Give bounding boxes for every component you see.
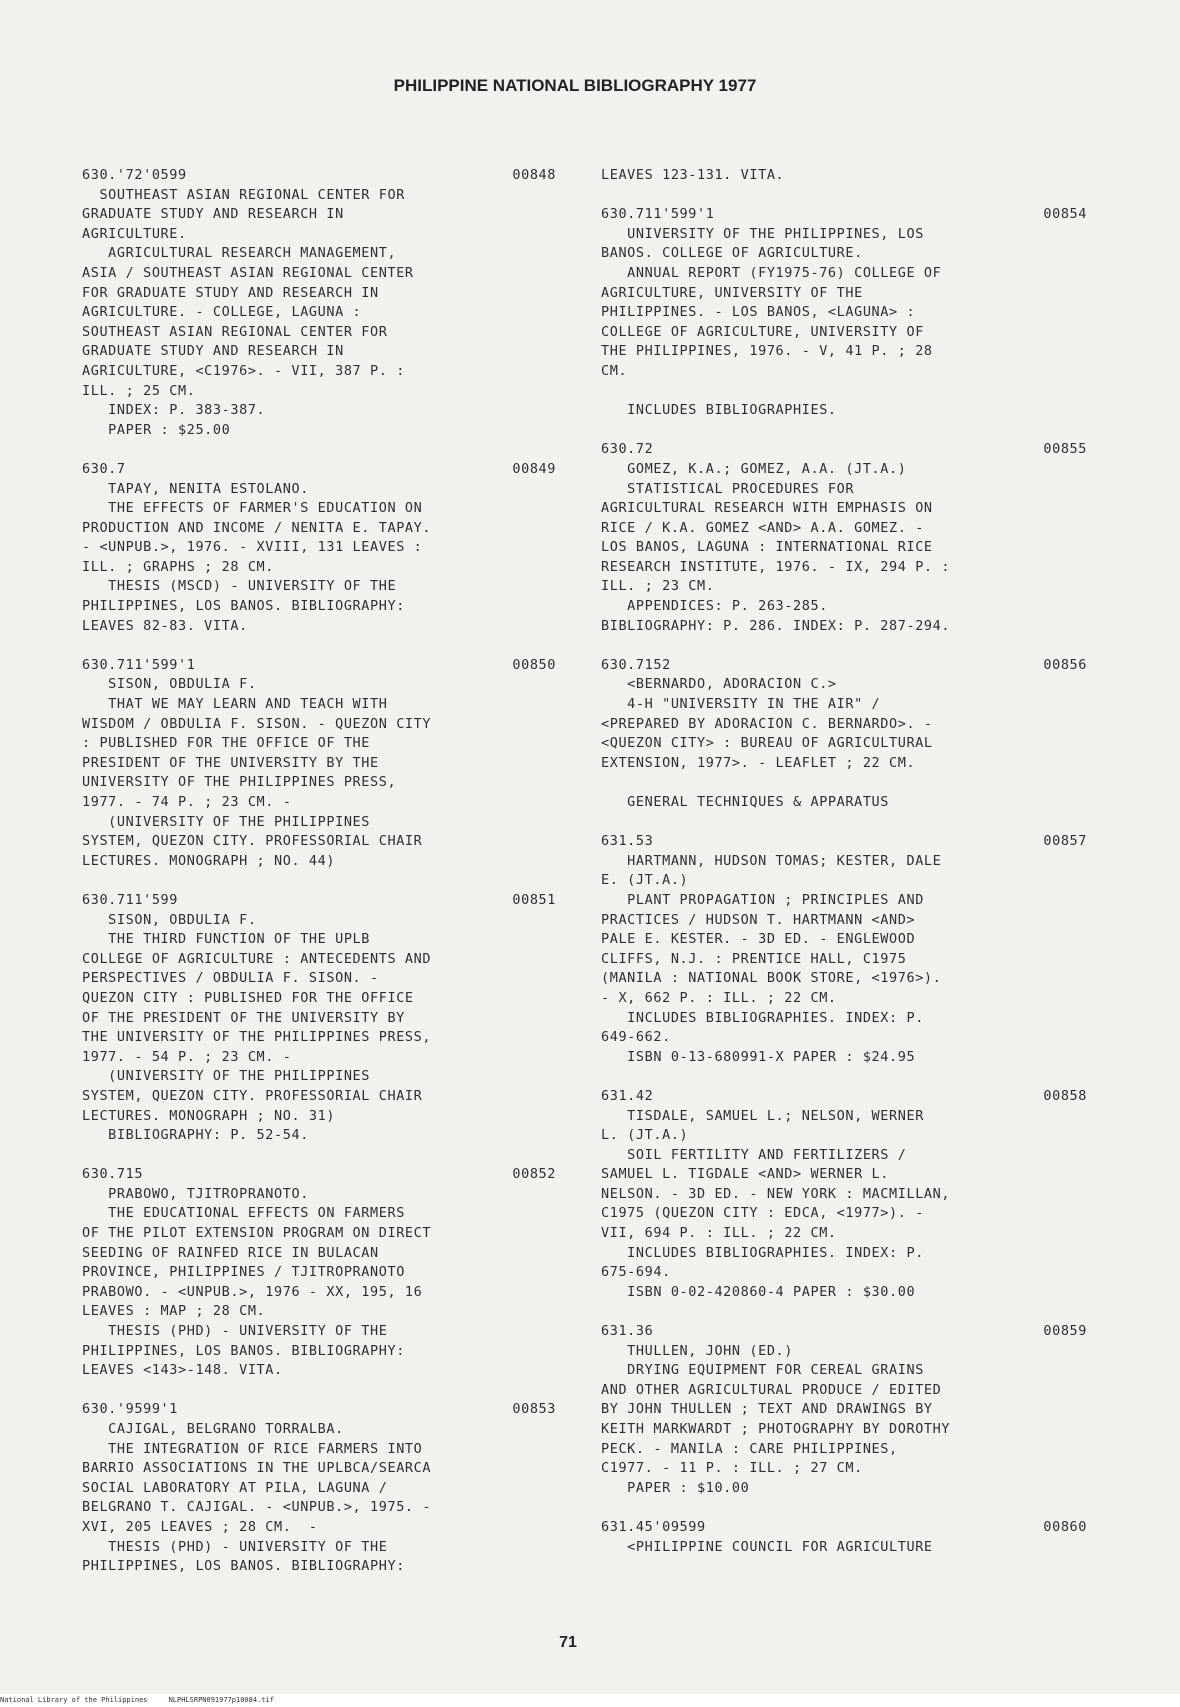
catalog-entry (601, 1518, 1087, 1557)
entry-line: BARRIO ASSOCIATIONS IN THE UPLBCA/SEARCA (82, 1460, 432, 1477)
entry-header (601, 440, 1087, 460)
entry-line: THE PHILIPPINES, 1976. - V, 41 P. ; 28 (601, 343, 933, 360)
entry-number: 00855 (1043, 441, 1087, 458)
entry-line: ILL. ; 23 CM. (601, 578, 715, 595)
entry-line: SISON, OBDULIA F. (82, 676, 257, 693)
entry-line: TISDALE, SAMUEL L.; NELSON, WERNER (601, 1107, 924, 1124)
entry-line: VII, 694 P. : ILL. ; 22 CM. (601, 1225, 837, 1242)
entry-line: SEEDING OF RAINFED RICE IN BULACAN (82, 1244, 379, 1261)
entry-number: 00860 (1043, 1518, 1087, 1535)
catalog-entry (601, 656, 1087, 774)
entry-line: ASIA / SOUTHEAST ASIAN REGIONAL CENTER (82, 264, 414, 281)
class-number: 631.42 (601, 1087, 654, 1104)
entry-line: PECK. - MANILA : CARE PHILIPPINES, (601, 1440, 898, 1457)
page-number: 71 (559, 1634, 577, 1651)
entry-line: SYSTEM, QUEZON CITY. PROFESSORIAL CHAIR (82, 1087, 423, 1104)
catalog-entry (82, 166, 556, 440)
entry-line: LOS BANOS, LAGUNA : INTERNATIONAL RICE (601, 539, 933, 556)
entry-line: SOUTHEAST ASIAN REGIONAL CENTER FOR (82, 186, 405, 203)
entry-line: OF THE PILOT EXTENSION PROGRAM ON DIRECT (82, 1225, 432, 1242)
catalog-entry (82, 656, 556, 872)
class-number: 630.711'599 (82, 891, 179, 908)
entry-line: PROVINCE, PHILIPPINES / TJITROPRANOTO (82, 1264, 405, 1281)
scan-footer: National Library of the Philippines NLPHLSRPN091977p10084.tif (0, 1694, 1180, 1707)
entry-line: LECTURES. MONOGRAPH ; NO. 31) (82, 1107, 336, 1124)
entry-line: AGRICULTURE. - COLLEGE, LAGUNA : (82, 304, 362, 321)
catalog-entry (82, 1400, 556, 1576)
entry-line: 1977. - 74 P. ; 23 CM. - (82, 794, 292, 810)
entry-number: 00849 (512, 460, 556, 477)
entry-line: SOIL FERTILITY AND FERTILIZERS / (601, 1146, 907, 1163)
entry-line: ANNUAL REPORT (FY1975-76) COLLEGE OF (601, 264, 942, 281)
entry-line: KEITH MARKWARDT ; PHOTOGRAPHY BY DOROTHY (601, 1421, 951, 1437)
entry-line: <BERNARDO, ADORACION C.> (601, 676, 837, 693)
entry-line: THE EFFECTS OF FARMER'S EDUCATION ON (82, 500, 423, 517)
entry-line: APPENDICES: P. 263-285. (601, 598, 828, 615)
entry-line: 675-694. (601, 1264, 671, 1281)
entry-line: DRYING EQUIPMENT FOR CEREAL GRAINS (601, 1362, 924, 1379)
entry-number: 00859 (1043, 1323, 1087, 1340)
entry-line: C1975 (QUEZON CITY : EDCA, <1977>). - (601, 1205, 924, 1222)
entry-line: UNIVERSITY OF THE PHILIPPINES, LOS (601, 225, 924, 242)
class-number: 630.72 (601, 441, 654, 458)
entry-line: ILL. ; 25 CM. (82, 382, 196, 399)
entry-line: ILL. ; GRAPHS ; 28 CM. (82, 558, 275, 575)
entry-line: AGRICULTURE, <C1976>. - VII, 387 P. : (82, 362, 405, 379)
entry-line: QUEZON CITY : PUBLISHED FOR THE OFFICE (82, 989, 414, 1006)
entry-line: BIBLIOGRAPHY: P. 52-54. (82, 1127, 309, 1144)
entry-header (82, 656, 556, 676)
entry-line: GOMEZ, K.A.; GOMEZ, A.A. (JT.A.) (601, 460, 907, 477)
entry-line: FOR GRADUATE STUDY AND RESEARCH IN (82, 284, 379, 301)
catalog-entry (601, 440, 1087, 636)
class-number: 630.'9599'1 (82, 1401, 179, 1418)
entry-line: OF THE PRESIDENT OF THE UNIVERSITY BY (82, 1009, 405, 1026)
entry-line: SYSTEM, QUEZON CITY. PROFESSORIAL CHAIR (82, 833, 423, 850)
entry-line: COLLEGE OF AGRICULTURE : ANTECEDENTS AND (82, 950, 432, 967)
entry-line: LEAVES <143>-148. VITA. (82, 1362, 283, 1379)
entry-line: CM. (601, 362, 628, 379)
entry-line: THAT WE MAY LEARN AND TEACH WITH (82, 696, 388, 713)
entry-line: THE UNIVERSITY OF THE PHILIPPINES PRESS, (82, 1029, 432, 1046)
entry-line: WISDOM / OBDULIA F. SISON. - QUEZON CITY (82, 715, 432, 732)
entry-line: XVI, 205 LEAVES ; 28 CM. - (82, 1518, 318, 1535)
catalog-entry (601, 1322, 1087, 1498)
entry-line: (UNIVERSITY OF THE PHILIPPINES (82, 1068, 371, 1085)
entry-line: THESIS (PHD) - UNIVERSITY OF THE (82, 1323, 388, 1340)
class-number: 631.53 (601, 833, 654, 850)
entry-line: THESIS (PHD) - UNIVERSITY OF THE (82, 1538, 388, 1555)
entry-line: PRABOWO, TJITROPRANOTO. (82, 1185, 309, 1202)
entry-line: PRESIDENT OF THE UNIVERSITY BY THE (82, 754, 379, 771)
entry-line: INCLUDES BIBLIOGRAPHIES. INDEX: P. (601, 1009, 924, 1026)
entry-number: 00854 (1043, 206, 1087, 223)
entry-header (601, 1322, 1087, 1342)
class-number: 631.45'09599 (601, 1518, 706, 1535)
class-number: 630.7 (82, 460, 126, 477)
entry-line: NELSON. - 3D ED. - NEW YORK : MACMILLAN, (601, 1185, 951, 1202)
entry-line: - X, 662 P. : ILL. ; 22 CM. (601, 989, 837, 1006)
page-title: PHILIPPINE NATIONAL BIBLIOGRAPHY 1977 (393, 76, 757, 95)
entry-line: - <UNPUB.>, 1976. - XVIII, 131 LEAVES : (82, 539, 423, 556)
entry-line: LEAVES 123-131. VITA. (601, 167, 785, 183)
entry-header (82, 460, 556, 480)
entry-line: COLLEGE OF AGRICULTURE, UNIVERSITY OF (601, 323, 924, 340)
left-column (82, 166, 556, 1577)
entry-line: PHILIPPINES, LOS BANOS. BIBLIOGRAPHY: (82, 1342, 405, 1359)
entry-line: AGRICULTURAL RESEARCH WITH EMPHASIS ON (601, 500, 933, 517)
entry-line: AGRICULTURE. (82, 225, 187, 242)
entry-line: PRODUCTION AND INCOME / NENITA E. TAPAY. (82, 519, 432, 536)
entry-line: BANOS. COLLEGE OF AGRICULTURE. (601, 245, 863, 262)
entry-line: THESIS (MSCD) - UNIVERSITY OF THE (82, 578, 397, 595)
entry-line: PERSPECTIVES / OBDULIA F. SISON. - (82, 970, 379, 987)
class-number: 631.36 (601, 1323, 654, 1340)
entry-line: (MANILA : NATIONAL BOOK STORE, <1976>). (601, 970, 942, 987)
entry-line: TAPAY, NENITA ESTOLANO. (82, 480, 309, 497)
entry-line: LEAVES 82-83. VITA. (82, 617, 248, 634)
entry-line: INCLUDES BIBLIOGRAPHIES. (601, 402, 837, 419)
entry-line: L. (JT.A.) (601, 1127, 689, 1144)
entry-line: SISON, OBDULIA F. (82, 911, 257, 928)
catalog-entry (601, 1087, 1087, 1303)
entry-line: PALE E. KESTER. - 3D ED. - ENGLEWOOD (601, 931, 916, 948)
entry-line: THULLEN, JOHN (ED.) (601, 1342, 794, 1359)
entry-header (601, 832, 1087, 852)
entry-header (82, 1400, 556, 1420)
entry-line: ISBN 0-13-680991-X PAPER : $24.95 (601, 1048, 916, 1065)
entry-line: 1977. - 54 P. ; 23 CM. - (82, 1048, 292, 1065)
entry-number: 00858 (1043, 1087, 1087, 1104)
entry-line: RICE / K.A. GOMEZ <AND> A.A. GOMEZ. - (601, 519, 924, 536)
section-heading: GENERAL TECHNIQUES & APPARATUS (601, 794, 890, 810)
entry-header (82, 891, 556, 911)
entry-number: 00853 (512, 1401, 556, 1418)
entry-line: <PHILIPPINE COUNCIL FOR AGRICULTURE (601, 1538, 933, 1555)
entry-line: HARTMANN, HUDSON TOMAS; KESTER, DALE (601, 852, 942, 869)
entry-line: C1977. - 11 P. : ILL. ; 27 CM. (601, 1460, 863, 1477)
catalog-entry (601, 832, 1087, 1067)
entry-header (601, 205, 1087, 225)
entry-line: THE THIRD FUNCTION OF THE UPLB (82, 931, 371, 948)
entry-number: 00848 (512, 167, 556, 183)
entry-line: AGRICULTURAL RESEARCH MANAGEMENT, (82, 245, 397, 262)
entry-line: E. (JT.A.) (601, 872, 689, 889)
entry-line: AGRICULTURE, UNIVERSITY OF THE (601, 284, 863, 301)
entry-number: 00851 (512, 891, 556, 908)
entry-line: SOCIAL LABORATORY AT PILA, LAGUNA / (82, 1479, 388, 1496)
entry-number: 00857 (1043, 833, 1087, 850)
class-number: 630.7152 (601, 656, 671, 673)
entry-line: <QUEZON CITY> : BUREAU OF AGRICULTURAL (601, 735, 933, 752)
entry-line: STATISTICAL PROCEDURES FOR (601, 480, 855, 497)
entry-line: CAJIGAL, BELGRANO TORRALBA. (82, 1421, 344, 1437)
entry-number: 00852 (512, 1166, 556, 1183)
entry-line: INCLUDES BIBLIOGRAPHIES. INDEX: P. (601, 1244, 924, 1261)
class-number: 630.'72'0599 (82, 167, 187, 183)
entry-line: ISBN 0-02-420860-4 PAPER : $30.00 (601, 1283, 916, 1300)
entry-line: THE EDUCATIONAL EFFECTS ON FARMERS (82, 1205, 405, 1222)
entry-line: SAMUEL L. TIGDALE <AND> WERNER L. (601, 1166, 890, 1183)
entry-number: 00856 (1043, 656, 1087, 673)
entry-line: AND OTHER AGRICULTURAL PRODUCE / EDITED (601, 1381, 942, 1398)
entry-line: GRADUATE STUDY AND RESEARCH IN (82, 343, 344, 360)
entry-line: PRABOWO. - <UNPUB.>, 1976 - XX, 195, 16 (82, 1283, 423, 1300)
entry-line: PHILIPPINES. - LOS BANOS, <LAGUNA> : (601, 304, 916, 321)
entry-line: EXTENSION, 1977>. - LEAFLET ; 22 CM. (601, 754, 916, 771)
entry-header (601, 1518, 1087, 1538)
entry-line: BELGRANO T. CAJIGAL. - <UNPUB.>, 1975. - (82, 1499, 432, 1516)
entry-line: PLANT PROPAGATION ; PRINCIPLES AND (601, 891, 924, 908)
catalog-entry (82, 460, 556, 636)
entry-line: (UNIVERSITY OF THE PHILIPPINES (82, 813, 371, 830)
entry-line: GRADUATE STUDY AND RESEARCH IN (82, 206, 344, 223)
entry-header (82, 1165, 556, 1185)
entry-line: PAPER : $10.00 (601, 1479, 750, 1496)
entry-header (601, 1087, 1087, 1107)
right-column (601, 166, 1087, 1557)
class-number: 630.711'599'1 (601, 206, 715, 223)
entry-line: THE INTEGRATION OF RICE FARMERS INTO (82, 1440, 423, 1457)
entry-line: <PREPARED BY ADORACION C. BERNARDO>. - (601, 715, 933, 732)
entry-line: SOUTHEAST ASIAN REGIONAL CENTER FOR (82, 323, 388, 340)
catalog-entry (82, 891, 556, 1146)
class-number: 630.711'599'1 (82, 656, 196, 673)
entry-line: : PUBLISHED FOR THE OFFICE OF THE (82, 735, 371, 752)
catalog-entry (601, 205, 1087, 421)
entry-line: BIBLIOGRAPHY: P. 286. INDEX: P. 287-294. (601, 617, 951, 634)
entry-line: PHILIPPINES, LOS BANOS. BIBLIOGRAPHY: (82, 598, 405, 615)
catalog-entry (82, 1165, 556, 1381)
entry-line: CLIFFS, N.J. : PRENTICE HALL, C1975 (601, 950, 907, 967)
class-number: 630.715 (82, 1166, 144, 1183)
entry-line: PRACTICES / HUDSON T. HARTMANN <AND> (601, 911, 916, 928)
entry-line: UNIVERSITY OF THE PHILIPPINES PRESS, (82, 774, 397, 791)
entry-line: 4-H "UNIVERSITY IN THE AIR" / (601, 696, 881, 713)
entry-line: RESEARCH INSTITUTE, 1976. - IX, 294 P. : (601, 558, 951, 575)
entry-number: 00850 (512, 656, 556, 673)
entry-line: PAPER : $25.00 (82, 421, 231, 438)
entry-header (82, 166, 556, 186)
entry-line: LECTURES. MONOGRAPH ; NO. 44) (82, 852, 336, 869)
entry-line: BY JOHN THULLEN ; TEXT AND DRAWINGS BY (601, 1401, 933, 1418)
entry-line: 649-662. (601, 1029, 671, 1046)
entry-line: PHILIPPINES, LOS BANOS. BIBLIOGRAPHY: (82, 1558, 405, 1575)
entry-line: INDEX: P. 383-387. (82, 402, 266, 419)
entry-header (601, 656, 1087, 676)
entry-line: LEAVES : MAP ; 28 CM. (82, 1303, 266, 1320)
